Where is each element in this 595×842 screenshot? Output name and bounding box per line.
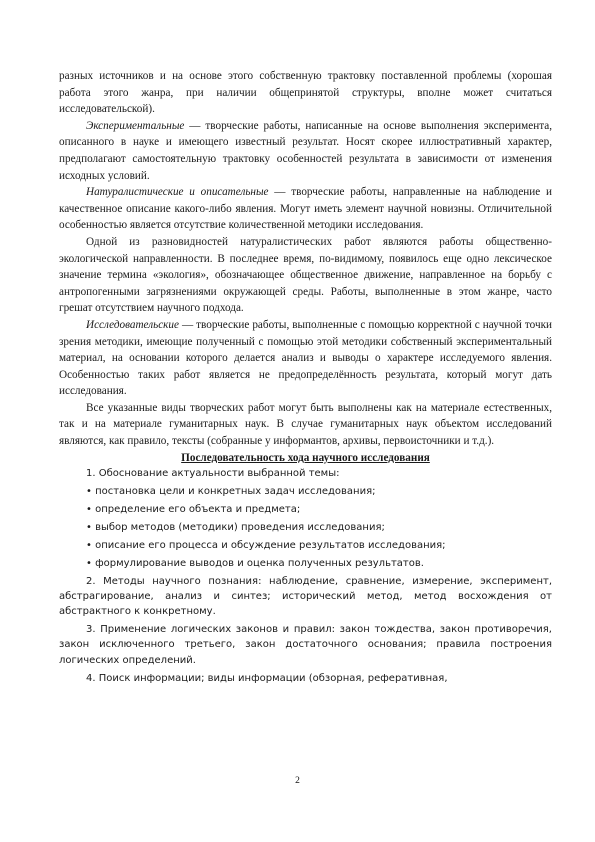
page-body (59, 68, 552, 688)
plan-item: 3. Применение логических законов и правил: закон тождества, закон противоречия, закон исключенного третьего, закон достаточного основания; правила построения логических определений. (59, 624, 552, 666)
paragraph-text: Все указанные виды творческих работ могут быть выполнены как на материале естественных, так и на материале гуманитарных наук. В случае гуманитарных наук объектом исследований являются, как правило, тексты (собранные у информантов, архивы, первоисточники и т.д.). (59, 401, 552, 448)
plan-item: 2. Методы научного познания: наблюдение, сравнение, измерение, эксперимент, абстрагирование, анализ и синтез; исторический метод, метод восхождения от абстрактного к конкретному. (59, 575, 552, 618)
plan-item: 4. Поиск информации; виды информации (обзорная, реферативная, (86, 672, 448, 684)
plan-item: • описание его процесса и обсуждение результатов исследования; (86, 539, 446, 551)
plan-item: • определение его объекта и предмета; (86, 504, 301, 516)
paragraph-summary (59, 400, 552, 450)
paragraph-naturalistic (59, 184, 552, 234)
term-research: Исследовательские (86, 318, 179, 331)
section-heading: Последовательность хода научного исследования (181, 451, 430, 464)
plan-item: 1. Обоснование актуальности выбранной темы: (86, 468, 340, 480)
research-plan-list (59, 466, 552, 686)
paragraph-text: — творческие работы, написанные на основе выполнения эксперимента, описанного в науке и имеющего известный результат. Носят скорее иллюстративный характер, предполагают самостоятельную трактовку особенностей результата в зависимости от изменения исходных условий. (59, 119, 552, 182)
paragraph-continuation (59, 68, 552, 118)
plan-item: • выбор методов (методики) проведения исследования; (86, 521, 385, 533)
plan-item: • постановка цели и конкретных задач исследования; (86, 486, 376, 498)
term-naturalistic: Натуралистические и описательные (86, 186, 269, 199)
paragraph-ecological (59, 234, 552, 317)
paragraph-text: — творческие работы, выполненные с помощью корректной с научной точки зрения методики, имеющие полученный с помощью этой методики собственный экспериментальный материал, на основании которого делается анализ и выводы о характере исследуемого явления. Особенностью таких работ является не предопределённость результата, который могут дать исследования. (59, 318, 552, 398)
paragraph-text: Одной из разновидностей натуралистических работ являются работы общественно-экологической направленности. В последнее время, по-видимому, появилось еще одно лексическое значение термина «экология», обозначающее общественное движение, направленное на борьбу с антропогенными загрязнениями окружающей среды. Работы, выполненные в этом жанре, часто грешат отсутствием научного подхода. (59, 235, 552, 315)
paragraph-research (59, 317, 552, 400)
page-number: 2 (295, 776, 300, 786)
paragraph-text: разных источников и на основе этого собственную трактовку поставленной проблемы (хорошая работа этого жанра, при наличии общепринятой структуры, вполне может считаться исследовательской). (59, 70, 552, 116)
paragraph-text: — творческие работы, направленные на наблюдение и качественное описание какого-либо явления. Могут иметь элемент научной новизны. Отличительной особенностью является отсутствие количественной методики исследования. (59, 186, 552, 232)
paragraph-experimental (59, 118, 552, 184)
term-experimental: Экспериментальные (86, 119, 185, 132)
plan-item: • формулирование выводов и оценка полученных результатов. (86, 557, 424, 569)
